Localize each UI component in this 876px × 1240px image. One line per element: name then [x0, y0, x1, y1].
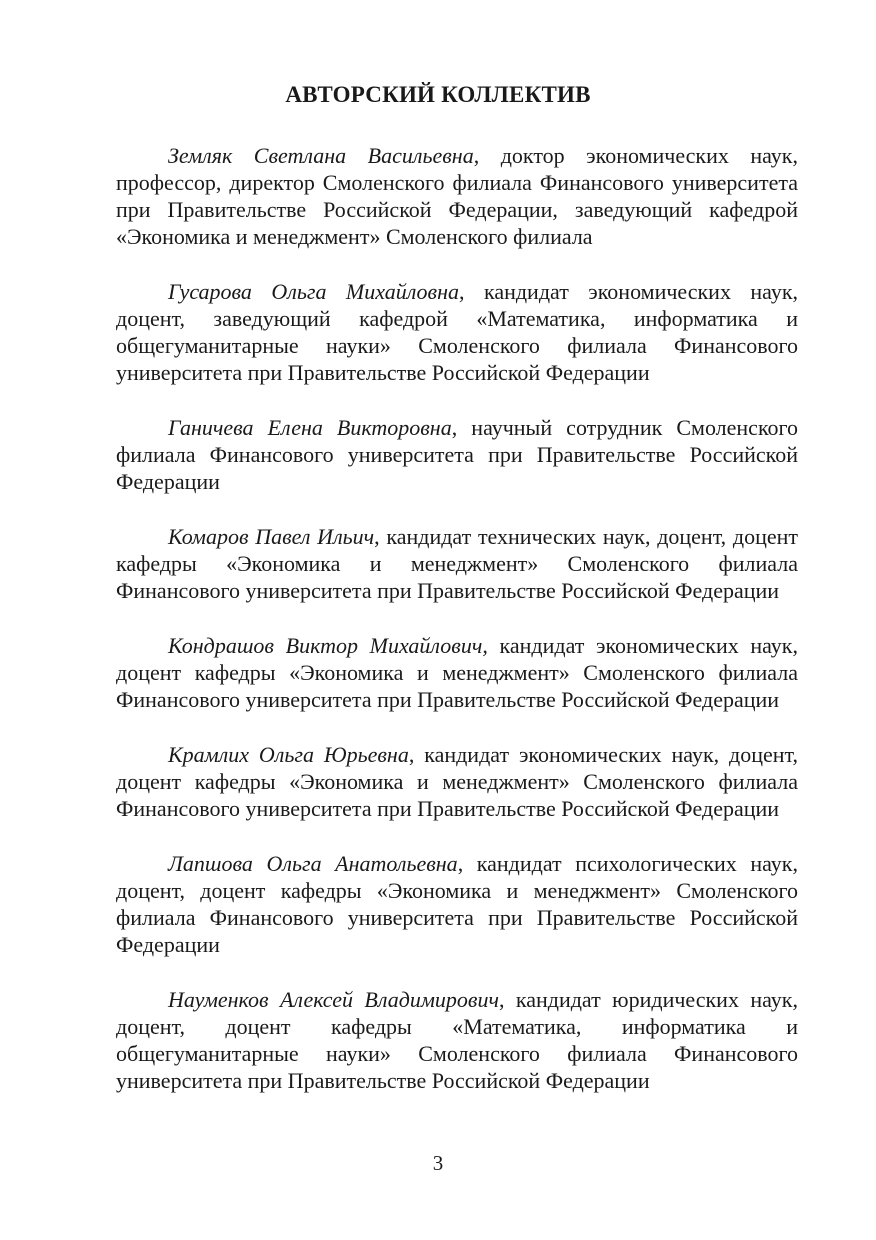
author-entry	[116, 632, 798, 713]
author-description: кандидат психологических наук, доцент, доцент кафедры «Экономика и менеджмент» Смоленского филиала Финансового университета при Правительстве Российской Федерации	[116, 851, 798, 957]
author-entry	[116, 986, 798, 1094]
author-name-separator: ,	[457, 851, 464, 876]
author-description: кандидат экономических наук, доцент, доцент кафедры «Экономика и менеджмент» Смоленского филиала Финансового университета при Правительстве Российской Федерации	[116, 742, 799, 821]
page-title: АВТОРСКИЙ КОЛЛЕКТИВ	[285, 82, 591, 107]
author-name: Крамлих Ольга Юрьевна	[168, 742, 409, 767]
author-description: кандидат экономических наук, доцент кафедры «Экономика и менеджмент» Смоленского филиала Финансового университета при Правительстве Российской Федерации	[116, 633, 798, 712]
author-entry	[116, 741, 798, 822]
author-name: Науменков Алексей Владимирович	[168, 987, 499, 1012]
author-entry	[116, 278, 798, 386]
author-description: кандидат экономических наук, доцент, заведующий кафедрой «Математика, информатика и общегуманитарные науки» Смоленского филиала Финансового университета при Правительстве Российской Федерации	[116, 279, 799, 385]
author-description: научный сотрудник Смоленского филиала Финансового университета при Правительстве Российской Федерации	[116, 415, 798, 494]
author-entry	[116, 414, 798, 495]
author-name: Гусарова Ольга Михайловна	[168, 279, 460, 304]
author-name-separator: ,	[374, 524, 380, 549]
author-name: Кондрашов Виктор Михайлович,	[168, 633, 488, 658]
author-list	[116, 142, 798, 1122]
page-number: 3	[432, 1151, 444, 1175]
author-description: доктор экономических наук, профессор, директор Смоленского филиала Финансового университета при Правительстве Российской Федерации, заведующий кафедрой «Экономика и менеджмент» Смоленского филиала	[116, 143, 798, 249]
author-description: кандидат юридических наук, доцент, доцент кафедры «Математика, информатика и общегуманитарные науки» Смоленского филиала Финансового университета при Правительстве Российской Федерации	[116, 987, 798, 1093]
author-name-separator: ,	[473, 143, 480, 168]
author-name-separator: ,	[459, 279, 465, 304]
author-name: Ганичева Елена Викторовна	[168, 415, 452, 440]
author-description: кандидат технических наук, доцент, доцент кафедры «Экономика и менеджмент» Смоленского филиала Финансового университета при Правительстве Российской Федерации	[116, 524, 798, 603]
author-name-separator: ,	[498, 987, 505, 1012]
author-name: Комаров Павел Ильич	[168, 524, 375, 549]
author-name: Лапшова Ольга Анатольевна	[168, 851, 458, 876]
author-entry	[116, 523, 798, 604]
author-name: Земляк Светлана Васильевна	[168, 143, 474, 168]
author-name-separator: ,	[451, 415, 458, 440]
author-name-separator: ,	[408, 742, 415, 767]
author-entry	[116, 142, 798, 250]
author-entry	[116, 850, 798, 958]
